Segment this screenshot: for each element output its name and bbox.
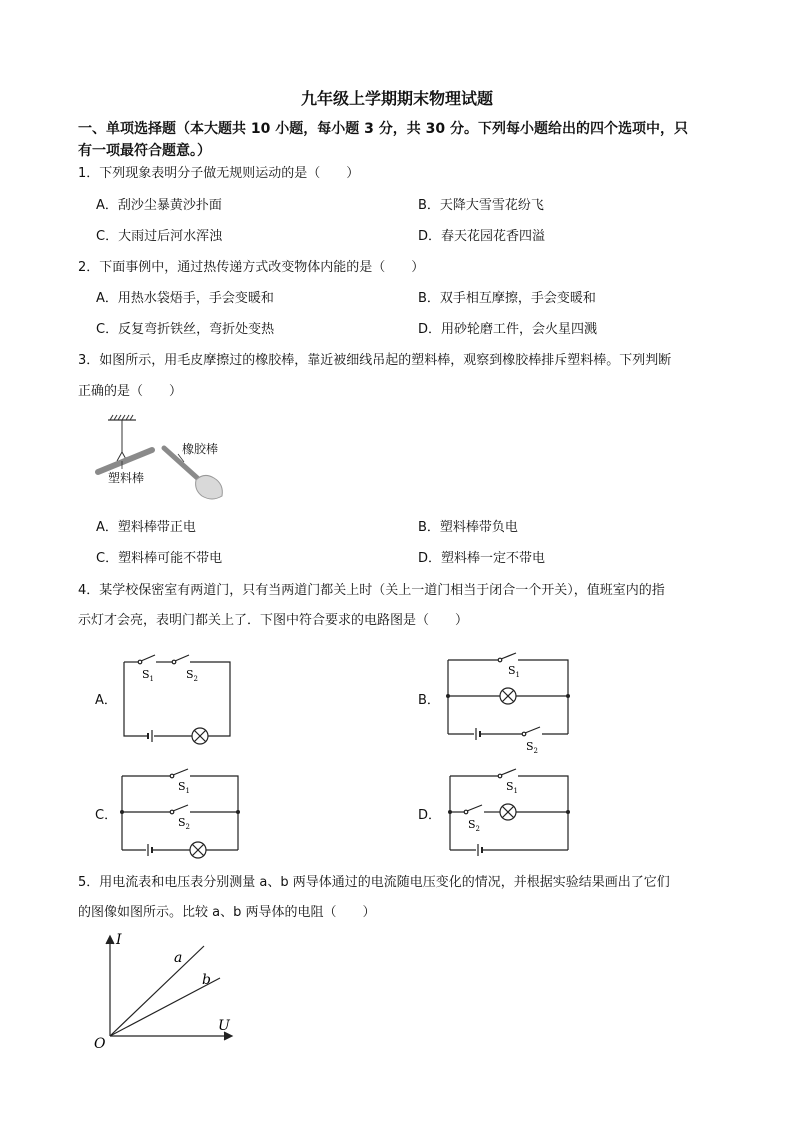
question-2-option-d[interactable]: D．用砂轮磨工件，会火星四溅 [418,322,598,337]
question-5-stem-line2: 的图像如图所示。比较 a、b 两导体的电阻（ ） [78,905,376,920]
svg-text:S2: $S_2$ [526,740,539,754]
circuit-a[interactable] [118,652,238,748]
question-2-stem: 2．下面事例中，通过热传递方式改变物体内能的是（ ） [78,260,425,275]
question-1-stem: 1．下列现象表明分子做无规则运动的是（ ） [78,166,360,181]
origin-label: O [94,1036,106,1052]
question-2-option-b[interactable]: B．双手相互摩擦，手会变暖和 [418,291,596,306]
question-2-option-a[interactable]: A．用热水袋焐手，手会变暖和 [96,291,274,306]
svg-text:S1: $S_1$ [178,780,191,795]
question-4-stem-line1: 4．某学校保密室有两道门，只有当两道门都关上时（关上一道门相当于闭合一个开关），值班室内的指 [78,583,665,598]
question-3-option-b[interactable]: B．塑料棒带负电 [418,520,518,535]
line-a [110,946,204,1036]
x-axis-label: U [218,1018,230,1034]
question-1-option-b[interactable]: B．天降大雪雪花纷飞 [418,198,544,213]
question-3-option-c[interactable]: C．塑料棒可能不带电 [96,551,223,566]
question-5-iu-graph [92,928,242,1052]
section-heading-line1: 一、单项选择题（本大题共 10 小题，每小题 3 分，共 30 分。下列每小题给出的四个选项中，只 [78,121,688,137]
circuit-d[interactable] [446,768,574,864]
plastic-rod-label: 塑料棒 [108,471,145,485]
switch-s2-label: $S_2$ [186,668,199,683]
question-4-option-d-label[interactable]: D． [418,808,442,823]
question-2-option-c[interactable]: C．反复弯折铁丝，弯折处变热 [96,322,275,337]
svg-text:S1: $S_1$ [506,780,519,795]
page-title: 九年级上学期期末物理试题 [300,89,493,108]
question-4-stem-line2: 示灯才会亮，表明门都关上了．下图中符合要求的电路图是（ ） [78,613,469,628]
section-heading-line2: 有一项最符合题意。） [78,143,211,159]
svg-text:S1: $S_1$ [508,664,521,679]
svg-text:S2: $S_2$ [178,816,191,831]
question-3-option-d[interactable]: D．塑料棒一定不带电 [418,551,546,566]
y-axis-label: I [116,932,122,948]
line-b-label: b [202,972,211,988]
question-4-option-a-label[interactable]: A． [95,693,117,708]
question-1-option-c[interactable]: C．大雨过后河水浑浊 [96,229,223,244]
question-1-option-a[interactable]: A．刮沙尘暴黄沙扑面 [96,198,222,213]
switch-s1-label: $S_1$ [142,668,155,683]
question-3-figure [92,414,232,506]
line-a-label: a [174,950,183,966]
question-4-option-b-label[interactable]: B． [418,693,440,708]
question-1-option-d[interactable]: D．春天花园花香四溢 [418,229,546,244]
question-4-option-c-label[interactable]: C． [95,808,118,823]
circuit-c[interactable] [118,768,242,864]
question-3-option-a[interactable]: A．塑料棒带正电 [96,520,196,535]
question-3-stem-line2: 正确的是（ ） [78,384,183,399]
rubber-rod-label: 橡胶棒 [182,442,219,456]
question-5-stem-line1: 5．用电流表和电压表分别测量 a、b 两导体通过的电流随电压变化的情况，并根据实验结果画出了它们 [78,875,670,890]
svg-text:S2: $S_2$ [468,818,481,833]
question-3-stem-line1: 3．如图所示，用毛皮摩擦过的橡胶棒，靠近被细线吊起的塑料棒，观察到橡胶棒排斥塑料棒。下列判断 [78,353,672,368]
circuit-b[interactable] [442,650,576,754]
